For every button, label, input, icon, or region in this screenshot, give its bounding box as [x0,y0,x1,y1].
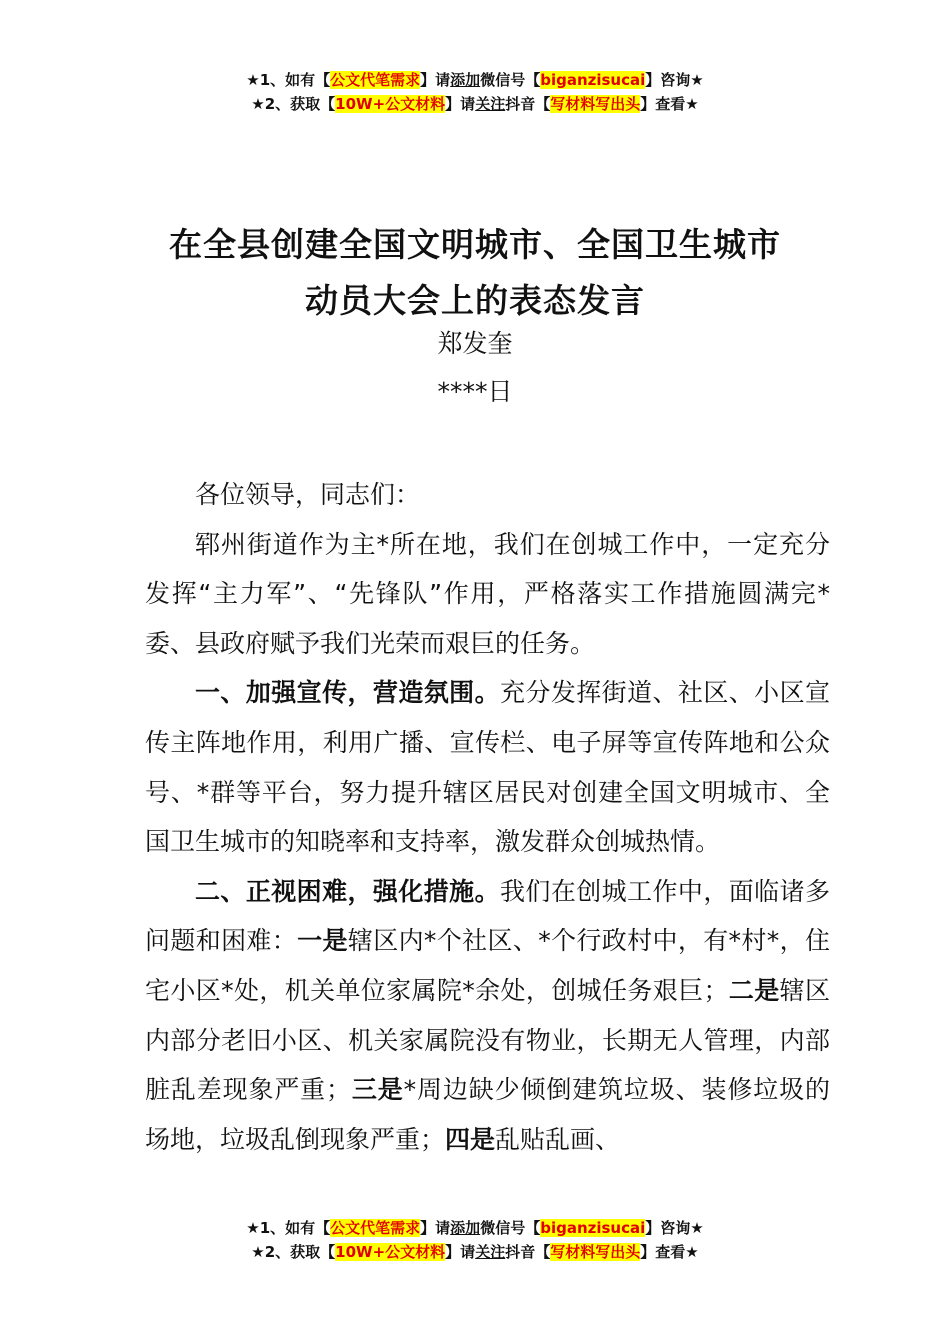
paragraph-difficulties: 二、正视困难，强化措施。我们在创城工作中，面临诸多问题和困难：一是辖区内*个社区、*个行政村中，有*村*，住宅小区*处，机关单位家属院*余处，创城任务艰巨；二是辖区内部分老旧小区、机关家属院没有物业，长期无人管理，内部脏乱差现象严重；三是*周边缺少倾倒建筑垃圾、装修垃圾的场地，垃圾乱倒现象严重；四是乱贴乱画、 [145,876,830,1154]
promo-line-1: ★1、如有【公文代笔需求】请添加微信号【biganzisucai】咨询★ [246,1219,704,1237]
section-heading: 一、加强宣传，营造氛围。 [195,678,500,708]
promo-douyin-id: 写材料写出头 [550,95,641,113]
author-name: 郑发奎 [437,329,513,358]
promo-highlight: 公文代笔需求 [330,1219,421,1237]
paragraph-publicity: 一、加强宣传，营造氛围。充分发挥街道、社区、小区宣传主阵地作用，利用广播、宣传栏、电子屏等宣传阵地和公众号、*群等平台，努力提升辖区居民对创建全国文明城市、全国卫生城市的知晓率和支持率，激发群众创城热情。 [145,678,830,857]
promo-douyin-id: 写材料写出头 [550,1243,641,1261]
star-icon: ★ [690,1219,704,1237]
star-icon: ★ [251,95,265,113]
header-promo-banner [0,68,950,116]
star-icon: ★ [685,95,699,113]
star-icon: ★ [246,71,260,89]
promo-wechat-id: biganzisucai [540,71,646,89]
footer-promo-banner [0,1216,950,1264]
title-line-2: 动员大会上的表态发言 [305,281,645,320]
document-body [145,470,830,1164]
promo-highlight: 10W+公文材料 [335,95,446,113]
title-line-1: 在全县创建全国文明城市、全国卫生城市 [169,225,781,264]
document-date: ****日 [437,377,513,406]
promo-line-2: ★2、获取【10W+公文材料】请关注抖音【写材料写出头】查看★ [251,95,699,113]
paragraph-intro: 郓州街道作为主*所在地，我们在创城工作中，一定充分发挥“主力军”、“先锋队”作用，严格落实工作措施圆满完*委、县政府赋予我们光荣而艰巨的任务。 [145,529,830,658]
promo-line-1: ★1、如有【公文代笔需求】请添加微信号【biganzisucai】咨询★ [246,71,704,89]
promo-line-2: ★2、获取【10W+公文材料】请关注抖音【写材料写出头】查看★ [251,1243,699,1261]
promo-highlight: 10W+公文材料 [335,1243,446,1261]
salutation: 各位领导，同志们： [195,480,421,509]
star-icon: ★ [246,1219,260,1237]
promo-highlight: 公文代笔需求 [330,71,421,89]
section-heading: 二、正视困难，强化措施。 [195,876,500,906]
star-icon: ★ [685,1243,699,1261]
star-icon: ★ [690,71,704,89]
star-icon: ★ [251,1243,265,1261]
promo-wechat-id: biganzisucai [540,1219,646,1237]
document-title [0,217,950,329]
